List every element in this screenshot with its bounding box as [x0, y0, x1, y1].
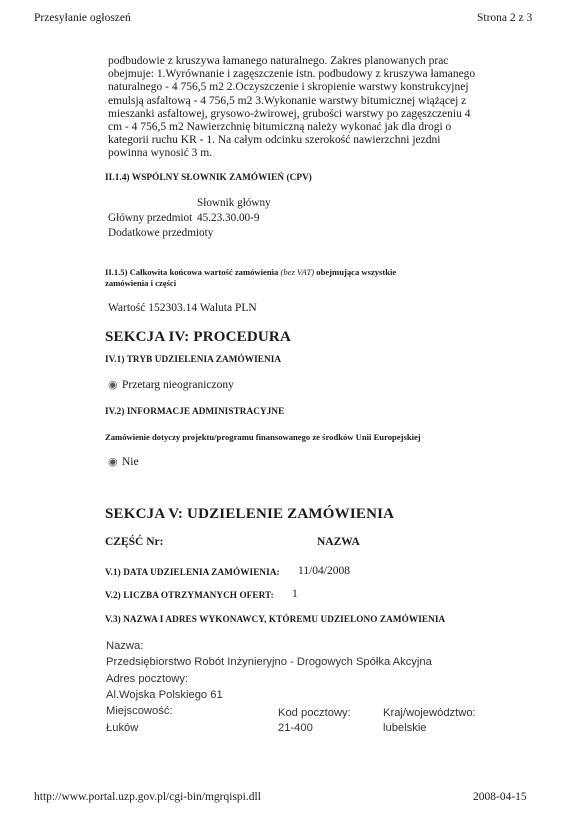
value-heading	[105, 267, 396, 288]
iv1-heading: IV.1) TRYB UDZIELENIA ZAMÓWIENIA	[105, 354, 282, 364]
iv2-question: Zamówienie dotyczy projektu/programu finansowanego ze środków Unii Europejskiej	[105, 432, 421, 442]
description-line: podbudowie z kruszywa łamanego naturalnego. Zakres planowanych prac	[108, 55, 449, 67]
description-line: cm - 4 756,5 m2 Nawierzchnię bitumiczną należy wykonać jak dla drogi o	[108, 121, 452, 134]
cpv-additional-label: Dodatkowe przedmioty	[108, 227, 214, 239]
radio-selected-icon[interactable]: ◉	[108, 456, 118, 468]
description-line: kategorii ruchu KR - 1. Na całym odcinku szerokość nawierzchni jezdni	[108, 134, 441, 147]
v1-value: 11/04/2008	[298, 565, 350, 577]
part-name-label: NAZWA	[317, 536, 360, 548]
iv1-option-label: Przetarg nieograniczony	[122, 379, 234, 391]
footer-url[interactable]: http://www.portal.uzp.gov.pl/cgi-bin/mgrqispi.dll	[34, 791, 261, 803]
postal-code-value: 21-400	[278, 722, 313, 734]
description-paragraph	[108, 55, 475, 161]
address-field: Adres pocztowy:	[106, 673, 189, 685]
footer-date: 2008-04-15	[473, 791, 527, 803]
page-number: Strona 2 z 3	[477, 12, 533, 24]
cpv-main-label: Główny przedmiot	[108, 212, 193, 224]
contract-value: Wartość 152303.14 Waluta PLN	[108, 302, 257, 314]
description-line: obejmuje: 1.Wyrównanie i zagęszczenie istn. podbudowy z kruszywa łamanego	[108, 68, 476, 81]
value-heading-line2: zamówienia i części	[105, 277, 177, 288]
section-iv-title: SEKCJA IV: PROCEDURA	[105, 329, 291, 345]
value-heading-text-2: obejmująca wszystkie	[316, 267, 397, 277]
description-line: powinna wynosić 3 m.	[108, 147, 213, 160]
cpv-column-header: Słownik główny	[197, 197, 271, 209]
value-heading-italic: (bez VAT)	[280, 267, 315, 277]
iv2-answer	[108, 455, 139, 468]
iv2-answer-label: Nie	[122, 456, 139, 468]
header-title: Przesyłanie ogłoszeń	[34, 12, 131, 24]
address-value: Al.Wojska Polskiego 61	[106, 689, 223, 701]
v2-value: 1	[292, 588, 298, 600]
city-value: Łuków	[106, 722, 139, 734]
value-heading-text: II.1.5) Całkowita końcowa wartość zamówienia	[105, 267, 279, 277]
description-line: emulsją asfaltową - 4 756,5 m2 3.Wykonanie warstwy bitumicznej wiążącej z	[108, 94, 467, 107]
part-number-label: CZĘŚĆ Nr:	[105, 536, 164, 548]
v2-label: V.2) LICZBA OTRZYMANYCH OFERT:	[105, 590, 274, 600]
city-field: Miejscowość:	[106, 705, 173, 717]
iv2-heading: IV.2) INFORMACJE ADMINISTRACYJNE	[105, 406, 285, 416]
description-line: mieszanki asfaltowej, grysowo-żwirowej, grubości warstwy po zagęszczeniu 4	[108, 107, 471, 120]
iv1-option	[108, 378, 234, 391]
v3-label: V.3) NAZWA I ADRES WYKONAWCY, KTÓREMU UDZIELONO ZAMÓWIENIA	[105, 614, 446, 624]
v1-label: V.1) DATA UDZIELENIA ZAMÓWIENIA:	[105, 567, 280, 577]
cpv-heading: II.1.4) WSPÓLNY SŁOWNIK ZAMÓWIEŃ (CPV)	[105, 172, 312, 182]
section-v-title: SEKCJA V: UDZIELENIE ZAMÓWIENIA	[105, 506, 395, 522]
region-value: lubelskie	[383, 722, 427, 734]
cpv-main-value: 45.23.30.00-9	[197, 212, 260, 224]
region-field: Kraj/województwo:	[383, 707, 476, 719]
contractor-name-value: Przedsiębiorstwo Robót Inżynieryjno - Drogowych Spółka Akcyjna	[106, 656, 432, 668]
contractor-name-field: Nazwa:	[106, 640, 144, 652]
radio-selected-icon[interactable]: ◉	[108, 379, 118, 391]
postal-code-field: Kod pocztowy:	[278, 707, 351, 719]
description-line: naturalnego - 4 756,5 m2 2.Oczyszczenie i skropienie warstwy konstrukcyjnej	[108, 81, 469, 94]
